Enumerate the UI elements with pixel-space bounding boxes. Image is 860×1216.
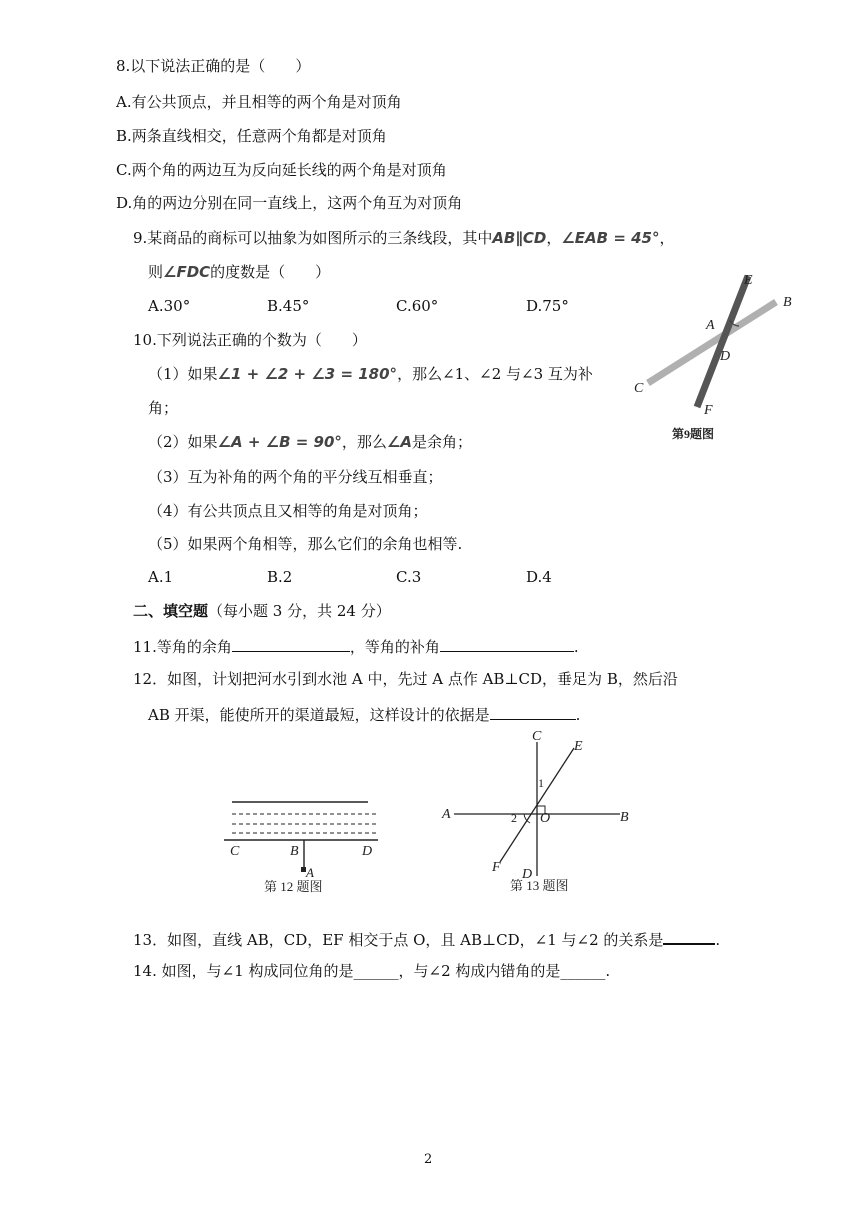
fig13-label-angle1: 1 [538, 776, 544, 790]
q8-option-d: D.角的两边分别在同一直线上，这两个角互为对顶角 [116, 194, 463, 212]
q10-s2-mid: ，那么 [341, 433, 387, 451]
fig13-label-d: D [522, 867, 533, 882]
q13-blank[interactable] [663, 927, 715, 945]
figure-12 [224, 792, 394, 896]
fig13-label-angle2: 2 [511, 811, 517, 825]
q11-part-b: ，等角的补角 [349, 638, 440, 656]
q9-tail: ， [659, 229, 675, 247]
q11-part-c: . [573, 638, 579, 656]
fig13-label-o: O [540, 811, 551, 826]
fig12-caption: 第 12 题图 [264, 879, 323, 894]
q8-option-a: A.有公共顶点，并且相等的两个角是对顶角 [116, 93, 402, 111]
q10-statement-1 [148, 364, 593, 384]
q10-statement-4: （4）有公共顶点且又相等的角是对顶角； [148, 502, 428, 520]
q10-s1-pre: （1）如果 [148, 365, 218, 383]
q12-line1: 12．如图，计划把河水引到水池 A 中，先过 A 点作 AB⊥CD，垂足为 B，然后沿 [133, 670, 678, 688]
q11-blank-2[interactable] [440, 635, 574, 652]
q9-sep: ， [546, 229, 562, 247]
q8-option-c: C.两个角的两边互为反向延长线的两个角是对顶角 [116, 161, 447, 179]
q9-stem-pre: 则 [148, 263, 164, 281]
section-2-title: 二、填空题 [133, 602, 209, 620]
fig9-label-a: A [706, 318, 715, 333]
q12-blank[interactable] [490, 703, 576, 720]
q12-line2 [148, 703, 580, 725]
q10-statement-2 [148, 432, 472, 452]
q12-end: . [575, 706, 581, 724]
q13-text: 13．如图，直线 AB，CD，EF 相交于点 O，且 AB⊥CD，∠1 与∠2 的关系是 [133, 931, 664, 949]
figure-13 [436, 728, 636, 898]
q9-option-b: B.45° [267, 297, 310, 315]
q10-s2-pre: （2）如果 [148, 433, 218, 451]
q9-option-c: C.60° [396, 297, 439, 315]
q10-option-d: D.4 [526, 568, 552, 586]
fig9-label-b: B [783, 295, 792, 310]
fig13-caption: 第 13 题图 [510, 878, 569, 893]
fig9-label-d: D [720, 349, 731, 364]
q10-option-c: C.3 [396, 568, 422, 586]
q9-stem-text: 9.某商品的商标可以抽象为如图所示的三条线段，其中 [133, 229, 493, 247]
fig12-label-c: C [230, 844, 240, 859]
q8-stem: 8.以下说法正确的是（ ） [116, 57, 311, 75]
q10-statement-1-cont: 角； [148, 399, 179, 417]
q8-option-b: B.两条直线相交，任意两个角都是对顶角 [116, 127, 387, 145]
q9-math-angle: ∠EAB = 45° [561, 229, 660, 247]
q9-math-parallel: AB∥CD [492, 229, 547, 247]
q9-stem-line2 [148, 262, 330, 282]
fig13-label-c: C [532, 729, 542, 744]
q14: 14. 如图，与∠1 构成同位角的是______，与∠2 构成内错角的是______. [133, 962, 611, 980]
fig13-angle2-arc [524, 814, 530, 823]
fig13-label-a: A [442, 807, 451, 822]
q11 [133, 635, 579, 657]
fig12-label-a: A [306, 865, 314, 880]
q11-part-a: 11.等角的余角 [133, 638, 232, 656]
q12-text: AB 开渠，能使所开的渠道最短，这样设计的依据是 [148, 706, 490, 724]
fig13-label-f: F [492, 860, 501, 875]
q10-option-b: B.2 [267, 568, 293, 586]
section-2-note: （每小题 3 分，共 24 分） [208, 602, 391, 620]
q10-s1-post: ，那么∠1、∠2 与∠3 互为补 [397, 365, 593, 383]
fig9-caption: 第9题图 [672, 427, 715, 441]
section-2-heading [133, 601, 391, 621]
q11-blank-1[interactable] [232, 635, 350, 652]
q10-stem: 10.下列说法正确的个数为（ ） [133, 331, 367, 349]
q9-stem-post: 的度数是（ ） [210, 263, 331, 281]
fig13-label-e: E [574, 739, 583, 754]
q10-s2-math2: ∠A [386, 433, 412, 451]
q9-option-d: D.75° [526, 297, 569, 315]
figure-9 [626, 266, 806, 446]
q13-end: . [715, 931, 721, 949]
fig12-label-b: B [290, 844, 299, 859]
q10-s1-math: ∠1 + ∠2 + ∠3 = 180° [217, 365, 398, 383]
q10-option-a: A.1 [148, 568, 174, 586]
q10-statement-3: （3）互为补角的两个角的平分线互相垂直； [148, 468, 443, 486]
fig9-label-e: E [744, 273, 753, 288]
fig13-label-b: B [620, 810, 629, 825]
fig9-label-f: F [704, 403, 713, 418]
q10-s2-math: ∠A + ∠B = 90° [217, 433, 342, 451]
q10-s2-post: 是余角； [411, 433, 472, 451]
fig9-line-ef [697, 276, 748, 407]
q9-option-a: A.30° [148, 297, 191, 315]
q13 [133, 927, 720, 950]
q9-math-fdc: ∠FDC [163, 263, 211, 281]
page-number: 2 [424, 1152, 433, 1167]
q9-stem-line1 [133, 228, 675, 248]
fig12-label-d: D [362, 844, 373, 859]
fig9-label-c: C [634, 381, 644, 396]
q10-statement-5: （5）如果两个角相等，那么它们的余角也相等. [148, 535, 463, 553]
